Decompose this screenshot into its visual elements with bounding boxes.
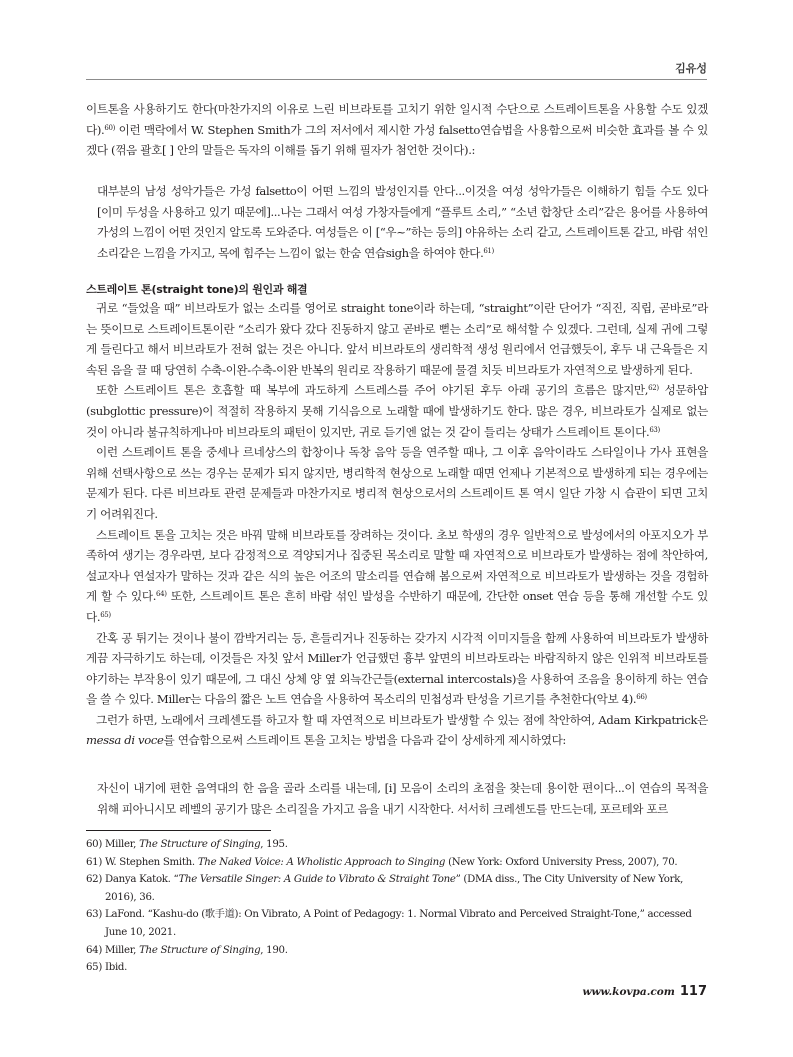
section-heading: 스트레이트 톤(straight tone)의 원인과 해결 [86, 283, 308, 296]
footnote-text: W. Stephen Smith. [105, 856, 198, 868]
footnote-number: 62) [86, 874, 103, 886]
footnote [86, 836, 708, 854]
footnote-number: 60) [86, 839, 103, 850]
intro-paragraph [86, 99, 708, 161]
footnote-text: , 190. [260, 944, 288, 956]
paragraph-text: 간혹 공 튀기는 것이나 불이 깜박거리는 등, 흔들리거나 진동하는 갖가지 시각적 이미지들을 함께 사용하여 비브라토가 발생하게끔 자극하기도 하는데, 이것들은 자칫 앞서 Miller가 언급했던 흉부 앞면의 비브라토라는 바람직하지 않은 인위적 비브라토를 야기하는 부작용이 있기 때문에, 그 대신 상체 양 옆 외늑간근들(external intercostals)을 사용하여 조음을 용이하게 하는 연습을 쓸 수 있다. Miller는 다음의 짧은 노트 연습을 사용하여 목소리의 민첩성과 탄성을 기르기를 추천한다(악보 4). [86, 630, 708, 707]
section-body [86, 298, 708, 751]
footnote-text: (New York: Oxford University Press, 2007), 70. [445, 856, 678, 868]
intro-text-cont: 이런 맥락에서 W. Stephen Smith가 그의 저서에서 제시한 가성 falsetto연습법을 사용함으로써 비슷한 효과를 볼 수 있겠다 (꺾음 괄호[ ] 안의 말들은 독자의 이해를 돕기 위해 필자가 첨언한 것이다).: [86, 122, 708, 158]
footnote-text: , 195. [260, 839, 288, 850]
paragraph [86, 298, 708, 380]
quote-text: 대부분의 남성 성악가들은 가성 falsetto이 어떤 느낌의 발성인지를 안다...이것을 여성 성악가들은 이해하기 힘들 수도 있다 [이미 두성을 사용하고 있기 때문에]...나는 그래서 여성 가창자들에게 “플루트 소리,” “소년 합창단 소리”같은 용어를 사용하여 가성의 느낌이 어떤 것인지 알도록 도와준다. 여성들은 이 [“우~”하는 등의] 야유하는 소리 같고, 스트레이트톤 같고, 바람 섞인 소리같은 느낌을 가지고, 목에 힘주는 느낌이 없는 한숨 연습sigh을 하여야 한다. [97, 184, 708, 260]
footnote [86, 854, 708, 872]
footnote-number: 61) [86, 856, 103, 868]
footnote-ref-64[interactable]: 64) [156, 590, 167, 599]
paragraph [86, 525, 708, 628]
footnote-divider [86, 830, 271, 831]
running-header-author: 김유성 [675, 62, 707, 75]
footnote-text: Danya Katok. “ [105, 874, 179, 886]
footnote-number: 64) [86, 944, 103, 956]
site-url[interactable]: www.kovpa.com [582, 986, 675, 998]
block-quote-kirkpatrick [97, 778, 708, 819]
intro-text: 이트톤을 사용하기도 한다(마찬가지의 이유로 느린 비브라토를 고치기 위한 일시적 수단으로 스트레이트톤을 사용할 수도 있겠다). [86, 102, 708, 137]
footnote [86, 871, 708, 906]
footnote-ref-61[interactable]: 61) [483, 246, 494, 255]
paragraph-text-cont: 성문하압(subglottic pressure)이 적절히 작용하지 못해 기식음으로 노래할 때에 발생하기도 한다. 많은 경우, 비브라토가 실제로 없는 것이 아니라 불규칙하게나마 비브라토의 패턴이 있지만, 귀로 듣기엔 없는 것 같이 들리는 상태가 스트레이트 톤이다. [86, 383, 708, 439]
footnote-title: The Structure of Singing [139, 944, 261, 956]
footnote-text: Miller, [105, 944, 140, 956]
page-footer [582, 984, 707, 999]
footnote-ref-66[interactable]: 66) [636, 693, 647, 702]
paragraph-text: 이런 스트레이트 톤을 중세나 르네상스의 합창이나 독창 음악 등을 연주할 때나, 그 이후 음악이라도 스타일이나 가사 표현을 위해 선택사항으로 쓰는 경우는 문제가 되지 않지만, 병리학적 현상으로 노래할 때면 언제나 기본적으로 발생하게 되는 경우에는 문제가 된다. 다른 비브라토 관련 문제들과 마찬가지로 병리적 현상으로서의 스트레이트 톤 역시 일단 가창 시 습관이 되면 고치기 어려워진다. [86, 445, 708, 521]
footnote-text: Ibid. [105, 962, 128, 974]
paragraph [86, 710, 708, 751]
header-divider [86, 79, 707, 80]
paragraph-text-cont: 를 연습함으로써 스트레이트 톤을 고치는 방법을 다음과 같이 상세하게 제시하였다: [163, 733, 566, 748]
footnote-text: ” (DMA diss., The City University of New York, 2016), 36. [105, 874, 684, 903]
footnote-text: LaFond. “Kashu-do (歌手道): On Vibrato, A Point of Pedagogy: 1. Normal Vibrato and Perceived Straight-Tone,” accessed June 10, 2021. [105, 909, 692, 938]
block-quote-smith [97, 181, 708, 263]
page-number: 117 [679, 984, 707, 999]
footnote-title: The Versatile Singer: A Guide to Vibrato & Straight Tone [178, 874, 456, 886]
footnote-number: 63) [86, 909, 103, 921]
footnote [86, 906, 708, 941]
footnote-ref-60[interactable]: 60) [104, 123, 115, 132]
italic-term: messa di voce [86, 733, 164, 748]
footnote [86, 959, 708, 977]
paragraph-text: 또한 스트레이트 톤은 호흡할 때 복부에 과도하게 스트레스를 주어 야기된 후두 아래 공기의 흐름은 많지만, [96, 383, 649, 398]
footnote-ref-63[interactable]: 63) [649, 425, 660, 434]
footnote [86, 942, 708, 960]
footnote-ref-62[interactable]: 62) [648, 384, 659, 393]
quote-text: 자신이 내기에 편한 음역대의 한 음을 골라 소리를 내는데, [i] 모음이 소리의 초점을 찾는데 용이한 편이다...이 연습의 목적을 위해 피아니시모 레벨의 공기가 많은 소리질을 가지고 음을 내기 시작한다. 서서히 크레센도를 만드는데, 포르테와 포르 [97, 781, 708, 816]
paragraph-text-cont: 또한, 스트레이트 톤은 흔히 바람 섞인 발성을 수반하기 때문에, 간단한 onset 연습 등을 통해 개선할 수도 있다. [86, 589, 709, 624]
paragraph [86, 442, 708, 524]
paragraph [86, 380, 708, 442]
footnotes [86, 836, 708, 977]
footnote-text: Miller, [105, 839, 140, 850]
footnote-title: The Structure of Singing [139, 839, 261, 850]
footnote-ref-65[interactable]: 65) [100, 610, 111, 619]
paragraph-text: 귀로 “들었을 때” 비브라토가 없는 소리를 영어로 straight tone이라 하는데, “straight”이란 단어가 “직진, 직립, 곧바로”라는 뜻이므로 스트레이트톤이란 “소리가 왔다 갔다 진동하지 않고 곧바로 뻗는 소리”로 해석할 수 있겠다. 그런데, 실제 귀에 그렇게 들린다고 해서 비브라토가 전혀 없는 것은 아니다. 앞서 비브라토의 생리학적 생성 원리에서 언급했듯이, 후두 내 근육들은 지속된 음을 끌 때 당연히 수축-이완-수축-이완 반복의 원리로 작용하기 때문에 물결 치듯 비브라토가 자연적으로 발생하게 된다. [86, 301, 708, 377]
paragraph-text: 그런가 하면, 노래에서 크레센도를 하고자 할 때 자연적으로 비브라토가 발생할 수 있는 점에 착안하여, Adam Kirkpatrick은 [96, 712, 708, 727]
paragraph [86, 628, 708, 710]
footnote-title: The Naked Voice: A Wholistic Approach to Singing [197, 856, 446, 868]
paragraph-text: 스트레이트 톤을 고치는 것은 바꿔 말해 비브라토를 장려하는 것이다. 초보 학생의 경우 일반적으로 발성에서의 아포지오가 부족하여 생기는 경우라면, 보다 감정적으로 격양되거나 집중된 목소리로 말할 때 자연적으로 비브라토가 발생하는 점에 착안하여, 설교자나 연설자가 말하는 것과 같은 식의 높은 어조의 말소리를 연습해 봄으로써 자연적으로 비브라토가 발생하는 것을 경험하게 할 수 있다. [86, 527, 708, 604]
footnote-number: 65) [86, 962, 103, 974]
